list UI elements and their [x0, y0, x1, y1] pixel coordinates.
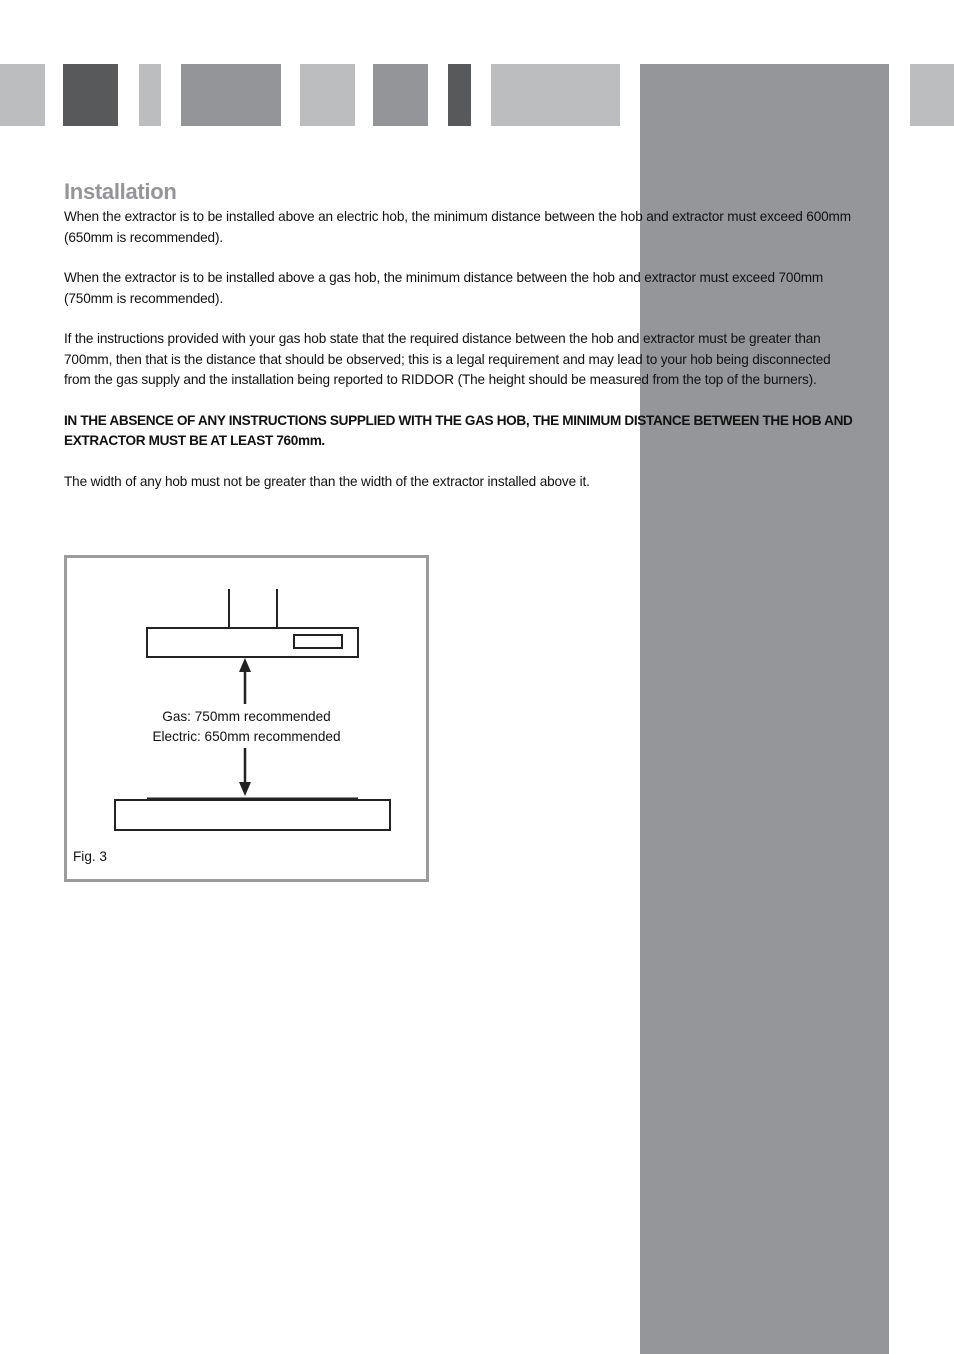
header-block — [300, 64, 355, 126]
hob-body — [115, 800, 390, 830]
page-title: Installation — [64, 179, 177, 204]
header-block — [181, 64, 281, 126]
main-content — [64, 178, 854, 512]
extractor-body — [147, 628, 358, 657]
paragraph-minimum-distance-warning: IN THE ABSENCE OF ANY INSTRUCTIONS SUPPLIED WITH THE GAS HOB, THE MINIMUM DISTANCE BETWEEN THE HOB AND EXTRACTOR MUST BE AT LEAST 760mm. — [64, 412, 853, 448]
header-block — [139, 64, 161, 126]
header-block — [448, 64, 471, 126]
header-block — [910, 64, 954, 126]
electric-distance-label: Electric: 650mm recommended — [152, 729, 341, 744]
header-block — [491, 64, 620, 126]
paragraph-gas-hob: When the extractor is to be installed above a gas hob, the minimum distance between the hob and extractor must exceed 700mm (750mm is recommended). — [64, 270, 824, 306]
header-block — [63, 64, 118, 126]
arrow-up-head — [239, 658, 251, 672]
paragraph-electric-hob: When the extractor is to be installed above an electric hob, the minimum distance between the hob and extractor must exceed 600mm (650mm is recommended). — [64, 209, 851, 245]
figure-caption: Fig. 3 — [73, 849, 107, 864]
extractor-control-panel — [294, 635, 342, 648]
figure-3 — [64, 555, 429, 882]
header-block — [0, 64, 45, 126]
paragraph-gas-hob-instructions: If the instructions provided with your gas hob state that the required distance between the hob and extractor must be greater than 700mm, then that is the distance that should be observed; this is a legal requirement and may lead to your hob being disconnected from the gas supply and the installation being reported to RIDDOR (The height should be measured from the top of the burners). — [64, 331, 831, 387]
header-block — [373, 64, 428, 126]
paragraph-hob-width: The width of any hob must not be greater than the width of the extractor installed above it. — [64, 473, 590, 489]
arrow-down-head — [239, 782, 251, 796]
gas-distance-label: Gas: 750mm recommended — [162, 709, 331, 724]
